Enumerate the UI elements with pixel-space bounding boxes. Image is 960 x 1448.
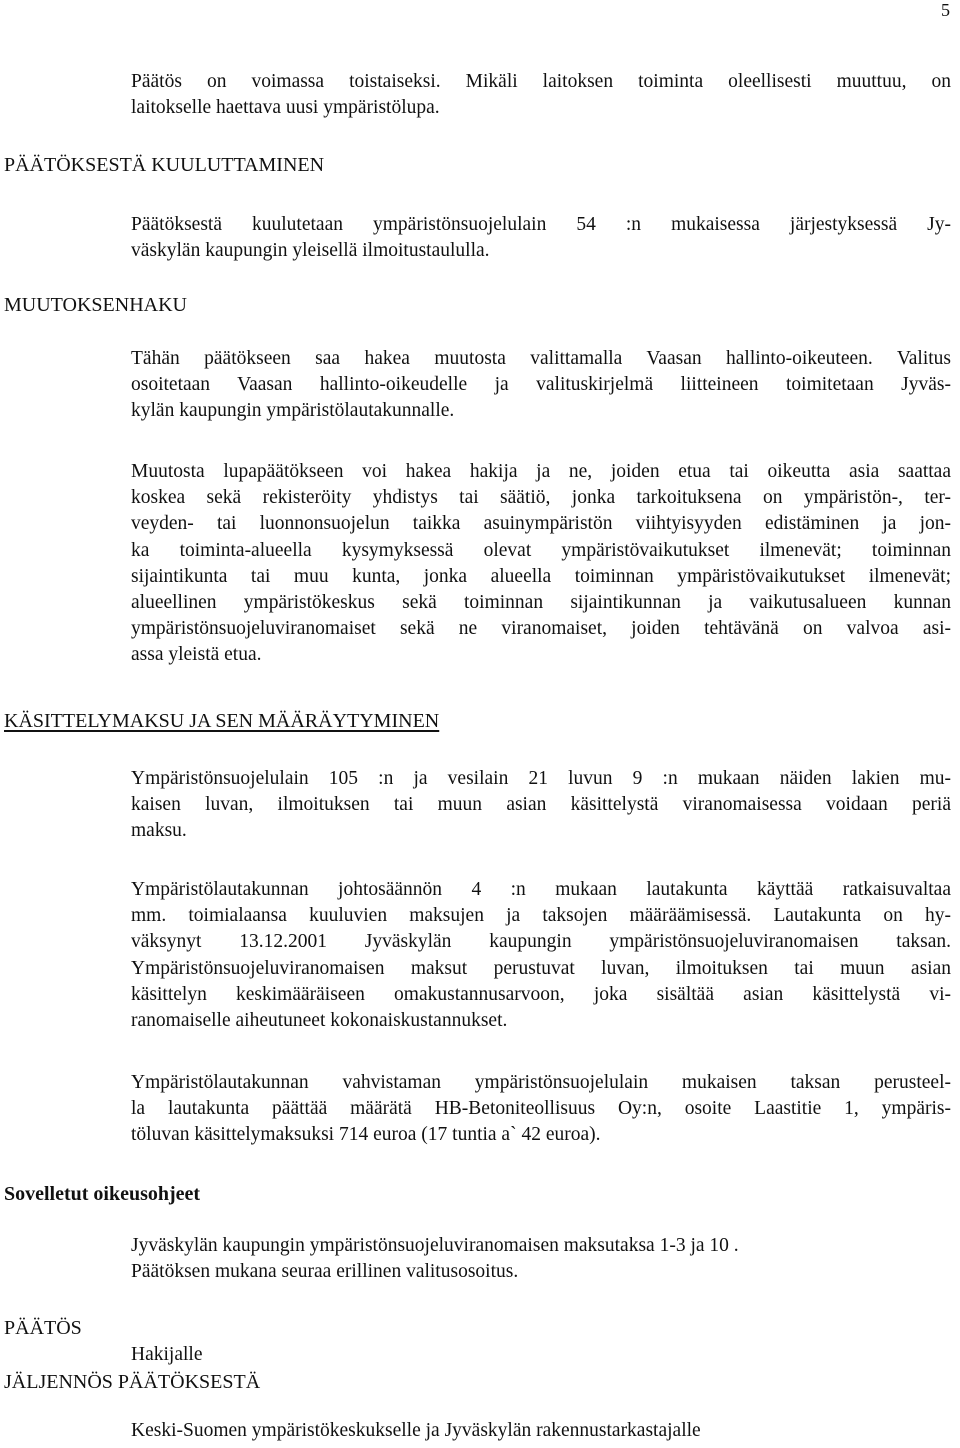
- decision-heading: PÄÄTÖS: [4, 1317, 82, 1339]
- text-line: ympäristönsuojeluviranomaiset sekä ne viranomaiset, joiden tehtävänä on valvoa asi-: [131, 618, 951, 640]
- text-line: Päätös on voimassa toistaiseksi. Mikäli laitoksen toiminta oleellisesti muuttuu, on: [131, 71, 951, 92]
- text-line: koskea sekä rekisteröity yhdistys tai säätiö, jonka tarkoituksena on ympäristön-, ter-: [131, 487, 951, 509]
- appeal-heading: MUUTOKSENHAKU: [4, 294, 187, 316]
- text-line: veyden- tai luonnonsuojelun taikka asuinympäristön viihtyisyyden edistäminen ja jon-: [131, 513, 951, 535]
- text-line: Ympäristönsuojeluviranomaisen maksut perustuvat luvan, ilmoituksen tai muun asian: [131, 957, 951, 979]
- text-line: Muutosta lupapäätökseen voi hakea hakija ja ne, joiden etua tai oikeutta asia saattaa: [131, 461, 951, 482]
- text-line: mm. toimialaansa kuuluvien maksujen ja taksojen määräämisessä. Lautakunta on hy-: [131, 905, 951, 927]
- appeal-paragraph-2: [131, 459, 951, 669]
- text-line: sijaintikunta tai muu kunta, jonka alueella toiminnan ympäristövaikutukset ilmenevät;: [131, 565, 951, 587]
- applied-law-heading: Sovelletut oikeusohjeet: [4, 1183, 201, 1205]
- text-line: ranomaiselle aiheutuneet kokonaiskustannukset.: [131, 1010, 508, 1032]
- decision-recipient: Hakijalle: [131, 1344, 203, 1365]
- text-line: väksynyt 13.12.2001 Jyväskylän kaupungin ympäristönsuojeluviranomaisen taksan.: [131, 931, 951, 953]
- text-line: Jyväskylän kaupungin ympäristönsuojeluviranomaisen maksutaksa 1-3 ja 10 .: [131, 1235, 739, 1256]
- text-line: Päätöksestä kuulutetaan ympäristönsuojelulain 54 :n mukaisessa järjestyksessä Jy-: [131, 214, 951, 235]
- text-line: laitokselle haettava uusi ympäristölupa.: [131, 97, 440, 119]
- text-line: kylän kaupungin ympäristölautakunnalle.: [131, 400, 455, 422]
- text-line: Ympäristölautakunnan vahvistaman ympäristönsuojelulain mukaisen taksan perusteel-: [131, 1072, 951, 1093]
- text-line: ka toiminta-alueella kysymyksessä olevat ympäristövaikutukset ilmenevät; toiminnan: [131, 539, 951, 561]
- applied-law-paragraph: [131, 1233, 951, 1285]
- appeal-paragraph-1: [131, 346, 951, 425]
- text-line: kaisen luvan, ilmoituksen tai muun asian käsittelystä viranomaisessa voidaan periä: [131, 794, 951, 816]
- announcement-paragraph: [131, 212, 951, 264]
- text-line: osoitetaan Vaasan hallinto-oikeudelle ja valituskirjelmä liitteineen toimitetaan Jyväs-: [131, 374, 951, 396]
- text-line: töluvan käsittelymaksuksi 714 euroa (17 tuntia a` 42 euroa).: [131, 1124, 601, 1146]
- text-line: Päätöksen mukana seuraa erillinen valitusosoitus.: [131, 1261, 519, 1283]
- text-line: Tähän päätökseen saa hakea muutosta valittamalla Vaasan hallinto-oikeuteen. Valitus: [131, 348, 951, 369]
- text-line: väskylän kaupungin yleisellä ilmoitustaululla.: [131, 240, 490, 262]
- fee-paragraph-2: [131, 877, 951, 1034]
- fee-paragraph-3: [131, 1070, 951, 1149]
- page-number: 5: [941, 0, 950, 20]
- text-line: Ympäristölautakunnan johtosäännön 4 :n mukaan lautakunta käyttää ratkaisuvaltaa: [131, 879, 951, 900]
- text-line: la lautakunta päättää määrätä HB-Betoniteollisuus Oy:n, osoite Laastitie 1, ympäris-: [131, 1098, 951, 1120]
- copy-heading: JÄLJENNÖS PÄÄTÖKSESTÄ: [4, 1371, 261, 1393]
- text-line: Ympäristönsuojelulain 105 :n ja vesilain 21 luvun 9 :n mukaan näiden lakien mu-: [131, 768, 951, 789]
- text-line: assa yleistä etua.: [131, 644, 262, 666]
- copy-recipient: Keski-Suomen ympäristökeskukselle ja Jyväskylän rakennustarkastajalle: [131, 1420, 701, 1441]
- text-line: maksu.: [131, 820, 187, 842]
- text-line: käsittelyn keskimääräiseen omakustannusarvoon, joka sisältää asian käsittelystä vi-: [131, 983, 951, 1005]
- fee-heading: KÄSITTELYMAKSU JA SEN MÄÄRÄYTYMINEN: [4, 710, 440, 732]
- fee-paragraph-1: [131, 766, 951, 845]
- validity-paragraph: [131, 69, 951, 121]
- announcement-heading: PÄÄTÖKSESTÄ KUULUTTAMINEN: [4, 154, 325, 176]
- text-line: alueellinen ympäristökeskus sekä toiminnan sijaintikunnan ja vaikutusalueen kunnan: [131, 592, 951, 614]
